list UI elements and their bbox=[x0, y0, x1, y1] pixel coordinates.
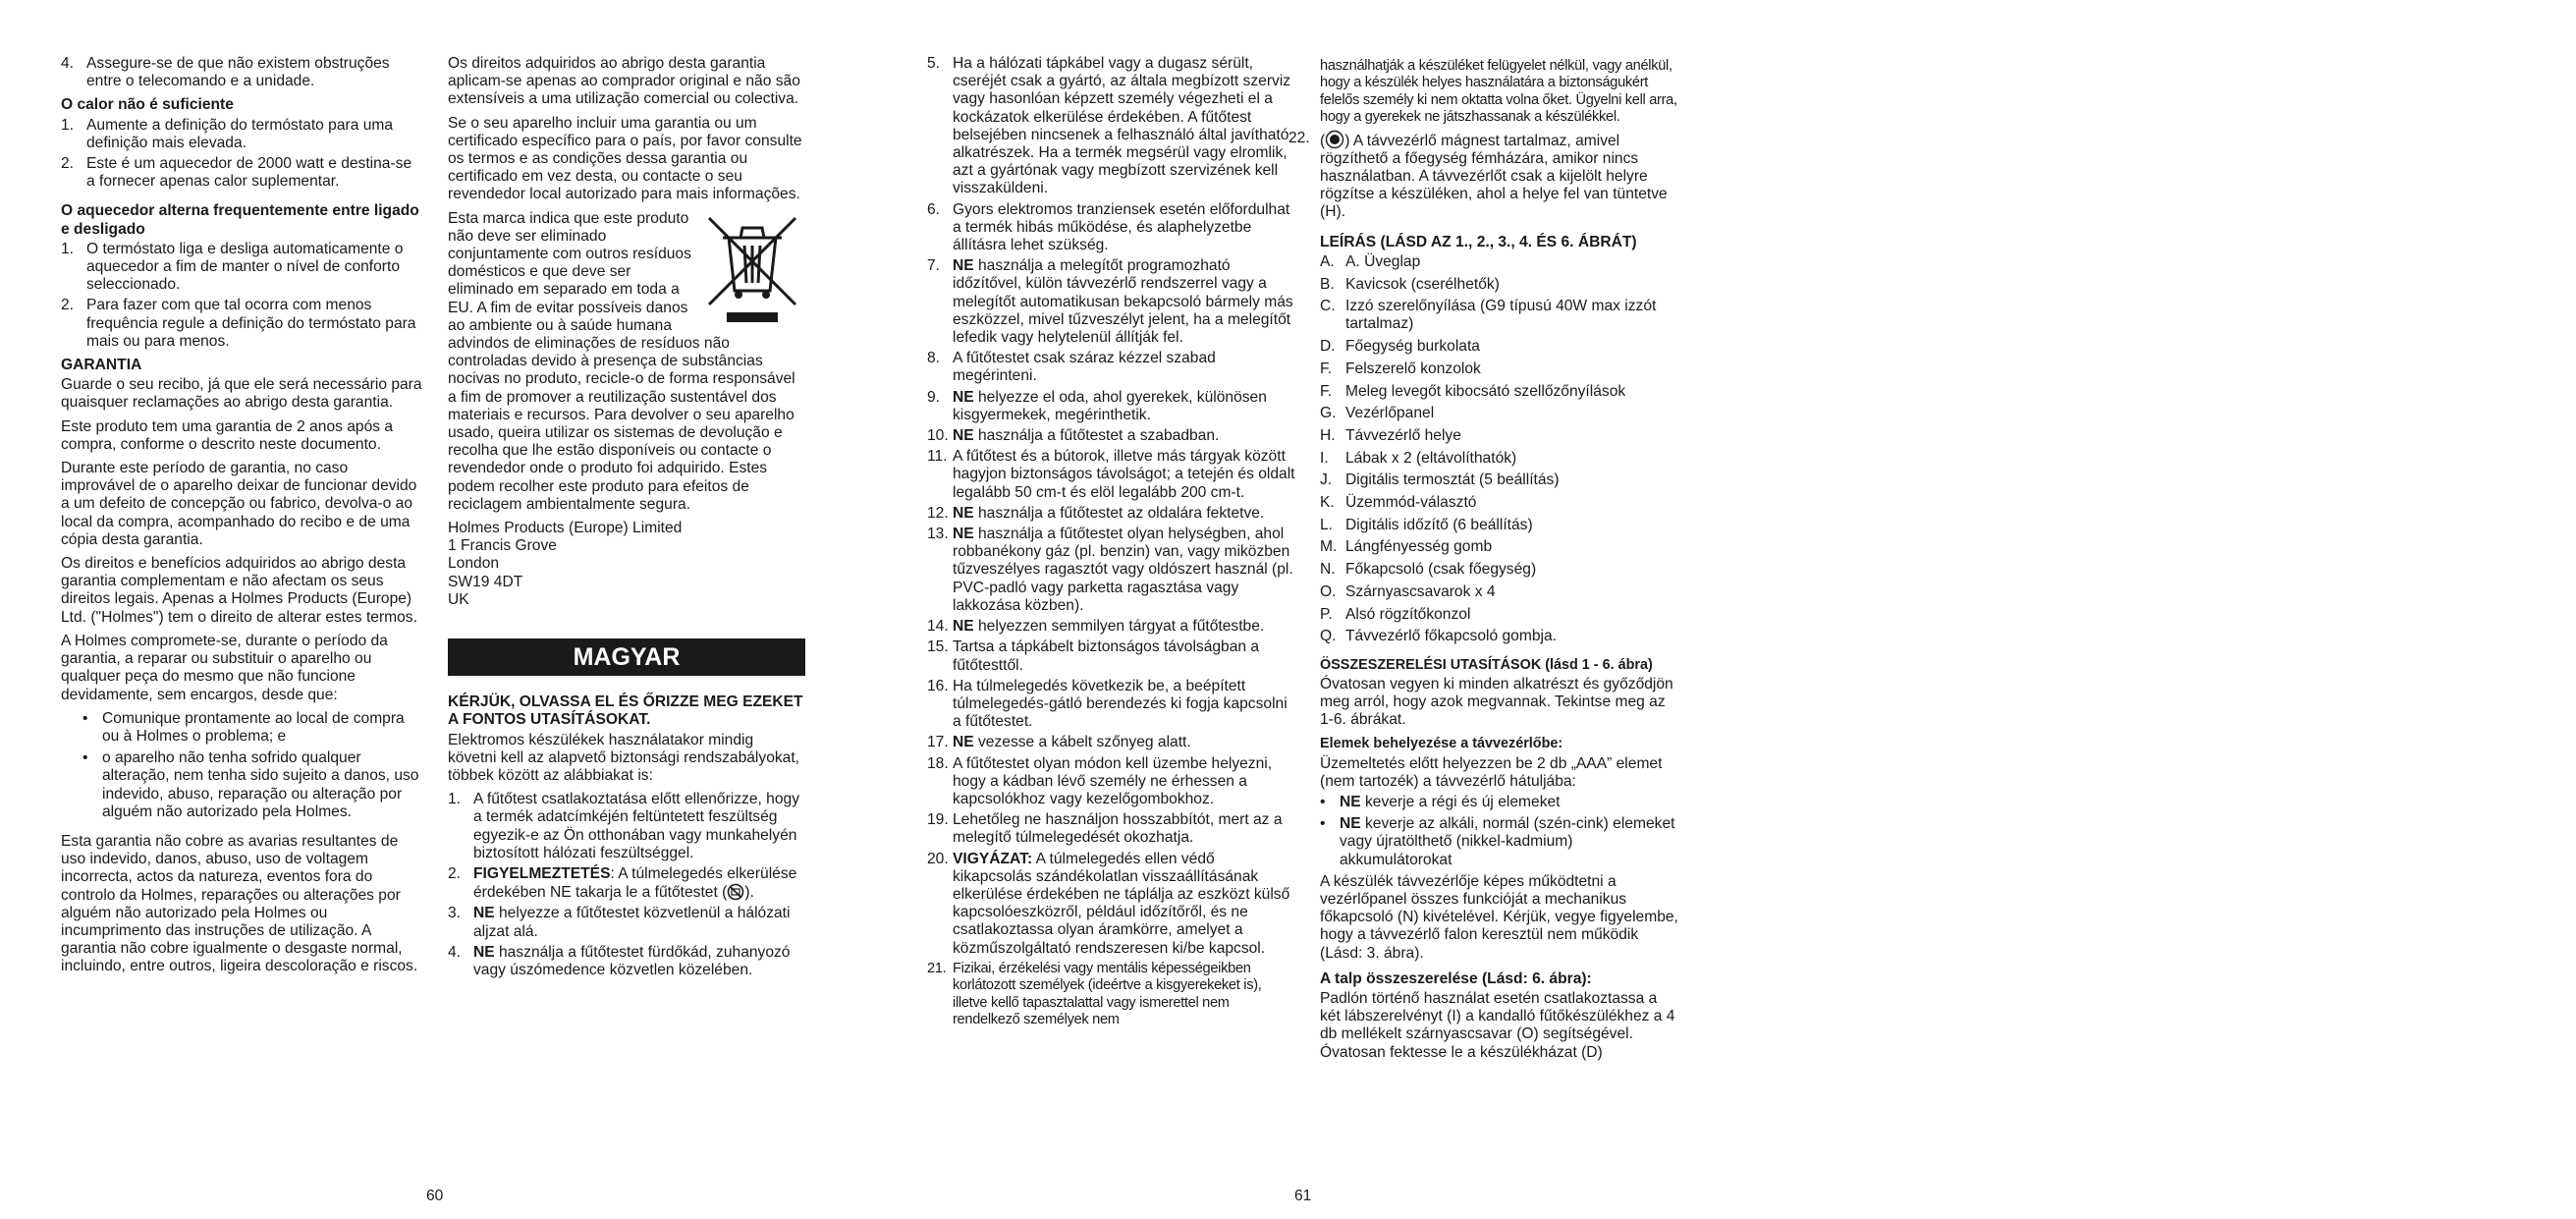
address-line: 1 Francis Grove bbox=[448, 537, 557, 555]
address-line: London bbox=[448, 555, 500, 573]
pt-column-1 bbox=[61, 55, 422, 982]
paragraph: Guarde o seu recibo, já que ele será necessário para quaisquer reclamações ao abrigo desta garantia. bbox=[61, 376, 422, 412]
part-item: N. Főkapcsoló (csak főegység) bbox=[1320, 561, 1537, 579]
list-item: 20. VIGYÁZAT: A túlmelegedés ellen védő kikapcsolás szándékolatlan visszaállításának elkerülése érdekében ne táplálja az eszközt külső kapcsolóeszközről, például időzítőről, és ne csatlakoztassa olyan áramkörre, amelyet a közműszolgáltató rendszeresen ki/be kapcsol. bbox=[927, 850, 1290, 957]
heading-elemek: Elemek behelyezése a távvezérlőbe: bbox=[1320, 736, 1563, 752]
list-item: 3. NE helyezze a fűtőtestet közvetlenül a hálózati aljzat alá. bbox=[448, 905, 791, 940]
list-item: 2. FIGYELMEZTETÉS: A túlmelegedés elkerülése érdekében NE takarja le a fűtőtestet ( ). bbox=[448, 864, 797, 902]
list-item: 6. Gyors elektromos tranziensek esetén előfordulhat a termék hibás működése, és alaphelyzetbe állításra lehet szükség. bbox=[927, 200, 1290, 254]
list-item: 12. NE használja a fűtőtestet az oldalára fektetve. bbox=[927, 504, 1265, 522]
item-21-continuation: használhatják a készüléket felügyelet nélkül, vagy anélkül, hogy a készülék helyes használatára a biztonságukért felelős személy ki nem oktatta volna őket. Ügyelni kell arra, hogy a gyerekek ne játszhassanak a készülékkel. bbox=[1320, 58, 1677, 126]
list-item: 4. NE használja a fűtőtestet fürdőkád, zuhanyozó vagy úszómedence közvetlen közelében. bbox=[448, 943, 791, 978]
part-item: H. Távvezérlő helye bbox=[1320, 426, 1461, 444]
part-item: F. Meleg levegőt kibocsátó szellőzőnyílások bbox=[1320, 382, 1626, 400]
part-item: D. Főegység burkolata bbox=[1320, 338, 1480, 356]
part-item: J. Digitális termosztát (5 beállítás) bbox=[1320, 471, 1560, 489]
list-item: 14. NE helyezzen semmilyen tárgyat a fűtőtestbe. bbox=[927, 618, 1265, 636]
language-banner: MAGYAR bbox=[448, 638, 805, 676]
heading-talp: A talp összeszerelése (Lásd: 6. ábra): bbox=[1320, 970, 1592, 987]
bullet-item: • o aparelho não tenha sofrido qualquer alteração, nem tenha sido sujeito a danos, uso indevido, abuso, reparação ou alteração por alguém não autorizado pela Holmes. bbox=[82, 749, 419, 820]
paragraph: Durante este período de garantia, no caso improvável de o aparelho deixar de funcionar devido a um defeito de concepção ou fabrico, devolva-o ao local da compra, acompanhado do recibo e de uma cópia desta garantia. bbox=[61, 460, 417, 548]
heading-osszeszereles: ÖSSZESZERELÉSI UTASÍTÁSOK (lásd 1 - 6. ábra) bbox=[1320, 656, 1653, 673]
list-item: 1. Aumente a definição do termóstato para uma definição mais elevada. bbox=[61, 116, 394, 151]
list-item: 13. NE használja a fűtőtestet olyan helységben, ahol robbanékony gáz (pl. benzin) van, vagy miközben tűzveszélyes ragasztót vagy oldószert használ (pl. PVC-padló vagy parketta ragasztása vagy lakkozása közben). bbox=[927, 526, 1293, 614]
address-block bbox=[448, 520, 805, 609]
part-item: C. Izzó szerelőnyílása (G9 típusú 40W max izzót tartalmaz) bbox=[1320, 298, 1657, 333]
heading-leiras: LEÍRÁS (LÁSD AZ 1., 2., 3., 4. ÉS 6. ÁBRÁT) bbox=[1320, 233, 1637, 250]
part-item: O. Szárnyascsavarok x 4 bbox=[1320, 582, 1496, 600]
list-item: 2. Este é um aquecedor de 2000 watt e destina-se a fornecer apenas calor suplementar. bbox=[61, 155, 412, 191]
part-item: K. Üzemmód-választó bbox=[1320, 494, 1477, 512]
part-item: I. Lábak x 2 (eltávolíthatók) bbox=[1320, 449, 1517, 467]
list-item: 10. NE használja a fűtőtestet a szabadban. bbox=[927, 427, 1220, 445]
page-number-right: 61 bbox=[1294, 1188, 1312, 1204]
paragraph: Este produto tem uma garantia de 2 anos após a compra, conforme o descrito neste documento. bbox=[61, 417, 394, 453]
address-line: UK bbox=[448, 590, 469, 608]
bullet-item: • Comunique prontamente ao local de compra ou à Holmes o problema; e bbox=[82, 709, 405, 745]
part-item: M. Lángfényesség gomb bbox=[1320, 538, 1493, 556]
list-item: 16. Ha túlmelegedés következik be, a beépített túlmelegedés-gátló berendezés ki fogja kapcsolni a fűtőtestet. bbox=[927, 677, 1288, 731]
list-item: 5. Ha a hálózati tápkábel vagy a dugasz sérült, cseréjét csak a gyártó, az általa megbízott szerviz vagy hasonlóan képzett személy végezheti el a kockázatok elkerülése érdekében. A fűtőtest belsejében nincsenek a felhasználó által javítható alkatrészek. Ha a termék megsérül vagy elromlik, azt a gyártónak vagy megbízott szervizének kell visszaküldeni. bbox=[927, 55, 1291, 197]
weee-paragraph: Esta marca indica que este produto não deve ser eliminado conjuntamente com outros resíduos domésticos e que deve ser eliminado em separado em toda a EU. A fim de evitar possíveis danos ao ambiente ou à saúde humana advindos de eliminações de resíduos não controladas devido à presença de substâncias nocivas no produto, recicle-o de forma responsável a fim de promover a reutilização sustentável dos materiais e recursos. Para devolver o seu aparelho usado, queira utilizar os sistemas de devolução e recolha que lhe estão disponíveis ou contacte o revendedor onde o produto foi adquirido. Estes podem recolher este produto para efeitos de reciclagem ambientalmente segura. bbox=[448, 210, 805, 514]
list-item: 21. Fizikai, érzékelési vagy mentális képességeikben korlátozott személyek (ideértve a kisgyerekeket is), illetve kellő tapasztalattal vagy ismerettel nem rendelkező személyek nem bbox=[927, 960, 1262, 1027]
do-not-cover-icon bbox=[727, 883, 744, 901]
list-item: 9. NE helyezze el oda, ahol gyerekek, különösen kisgyermekek, megérinthetik. bbox=[927, 388, 1267, 423]
list-item: 7. NE használja a melegítőt programozható időzítővel, külön távvezérlő rendszerrel vagy a melegítőt automatikusan bekapcsoló bármely más eszközzel, mivel tűzveszélyt jelent, ha a melegítőt lefedik vagy helytelenül állítják fel. bbox=[927, 257, 1293, 347]
list-item: 8. A fűtőtestet csak száraz kézzel szabad megérinteni. bbox=[927, 350, 1216, 385]
paragraph: Óvatosan vegyen ki minden alkatrészt és győződjön meg arról, hogy azok megvannak. Tekintse meg az 1-6. ábrákat. bbox=[1320, 675, 1673, 729]
part-item: A. A. Üveglap bbox=[1320, 252, 1421, 270]
hu-column-4 bbox=[1288, 55, 1679, 1068]
magnet-icon bbox=[1325, 130, 1344, 149]
part-item: B. Kavicsok (cserélhetők) bbox=[1320, 275, 1500, 293]
list-item: 11. A fűtőtest és a bútorok, illetve más tárgyak között hagyjon biztonságos távolságot; a tetején és oldalt legalább 50 cm-t és elöl legalább 200 cm-t. bbox=[927, 448, 1295, 501]
paragraph: Elektromos készülékek használatakor mindig követni kell az alapvető biztonsági rendszabályokat, többek között az alábbiakat is: bbox=[448, 731, 800, 784]
list-item: 2. Para fazer com que tal ocorra com menos frequência regule a definição do termóstato para mais ou para menos. bbox=[61, 297, 416, 350]
part-item: F. Felszerelő konzolok bbox=[1320, 360, 1481, 377]
list-item: 1. O termóstato liga e desliga automaticamente o aquecedor a fim de manter o nível de conforto seleccionado. bbox=[61, 240, 404, 294]
address-line: Holmes Products (Europe) Limited bbox=[448, 520, 683, 537]
list-item: 19. Lehetőleg ne használjon hosszabbítót, mert az a melegítő túlmelegedését okozhatja. bbox=[927, 811, 1283, 847]
list-item: 1. A fűtőtest csatlakoztatása előtt ellenőrizze, hogy a termék adatcímkéjén feltüntetett feszültség egyezik-e az Ön otthonában vagy munkahelyén biztosított hálózati feszültséggel. bbox=[448, 791, 799, 861]
hu-column-3 bbox=[927, 55, 1296, 1031]
part-item: G. Vezérlőpanel bbox=[1320, 405, 1435, 422]
part-item: P. Alsó rögzítőkonzol bbox=[1320, 605, 1471, 623]
bullet-item: • NE keverje a régi és új elemeket bbox=[1320, 793, 1561, 810]
bullet-item: • NE keverje az alkáli, normál (szén-cink) elemeket vagy újratölthető (nikkel-kadmium) akkumulátorokat bbox=[1320, 815, 1675, 868]
heading-calor: O calor não é suficiente bbox=[61, 96, 234, 114]
paragraph: Padlón történő használat esetén csatlakoztassa a két lábszerelvényt (I) a kandalló fűtőkészülékhez a 4 db mellékelt szárnyascsavar (O) segítségével. Óvatosan fektesse le a készülékházat (D) bbox=[1320, 989, 1675, 1061]
paragraph: Esta garantia não cobre as avarias resultantes de uso indevido, danos, abuso, uso de voltagem incorrecta, actos da natureza, eventos fora do controlo da Holmes, reparações ou alterações por alguém não autorizado pela Holmes ou incumprimento das instruções de utilização. A garantia não cobre igualmente o desgaste normal, incluindo, entre outros, ligeira descoloração e riscos. bbox=[61, 832, 418, 975]
heading-intro: KÉRJÜK, OLVASSA EL ÉS ŐRIZZE MEG EZEKET A FONTOS UTASÍTÁSOKAT. bbox=[448, 693, 803, 729]
part-item: L. Digitális időzítő (6 beállítás) bbox=[1320, 516, 1533, 533]
pt-column-2 bbox=[448, 55, 805, 982]
parts-list bbox=[1320, 253, 1679, 646]
paragraph: Üzemeltetés előtt helyezzen be 2 db „AAA” elemet (nem tartozék) a távvezérlő hátuljába: bbox=[1320, 754, 1663, 790]
list-item: 18. A fűtőtestet olyan módon kell üzembe helyezni, hogy a kádban lévő személy ne érhessen a kapcsolókhoz vagy kezelőgombokhoz. bbox=[927, 754, 1273, 807]
paragraph: Se o seu aparelho incluir uma garantia ou um certificado específico para o país, por favor consulte os termos e as condições dessa garantia ou certificado em vez desta, ou contacte o seu revendedor local autorizado para mais informações. bbox=[448, 114, 802, 203]
weee-crossed-bin-icon bbox=[699, 210, 805, 326]
page-number-left: 60 bbox=[426, 1188, 444, 1204]
paragraph: A Holmes compromete-se, durante o período da garantia, a reparar ou substituir o aparelho ou qualquer peça do mesmo que não funcione devidamente, sem encargos, desde que: bbox=[61, 632, 388, 703]
paragraph: Os direitos e benefícios adquiridos ao abrigo desta garantia complementam e não afectam os seus direitos legais. Apenas a Holmes Products (Europe) Ltd. ("Holmes") tem o direito de alterar estes termos. bbox=[61, 555, 417, 626]
paragraph: A készülék távvezérlője képes működtetni a vezérlőpanel összes funkcióját a mechanikus főkapcsoló (N) kivételével. Kérjük, vegye figyelembe, hogy a távvezérlő falon keresztül nem működik (Lásd: 3. ábra). bbox=[1320, 872, 1678, 962]
paragraph: Os direitos adquiridos ao abrigo desta garantia aplicam-se apenas ao comprador original e não são extensíveis a uma utilização comercial ou colectiva. bbox=[448, 55, 800, 108]
part-item: Q. Távvezérlő főkapcsoló gombja. bbox=[1320, 628, 1557, 645]
heading-alterna: O aquecedor alterna frequentemente entre ligado e desligado bbox=[61, 202, 419, 238]
list-item: 4. Assegure-se de que não existem obstruções entre o telecomando e a unidade. bbox=[61, 55, 390, 90]
list-item: 22. ( ) A távvezérlő mágnest tartalmaz, amivel rögzíthető a főegység fémházára, amikor nincs használatban. A távvezérlőt csak a kijelölt helyre rögzítse a készüléken, ahol a helye fel van tüntetve (H). bbox=[1288, 129, 1668, 221]
heading-garantia: GARANTIA bbox=[61, 357, 142, 374]
address-line: SW19 4DT bbox=[448, 573, 523, 590]
list-item: 17. NE vezesse a kábelt szőnyeg alatt. bbox=[927, 734, 1191, 751]
list-item: 15. Tartsa a tápkábelt biztonságos távolságban a fűtőtesttől. bbox=[927, 638, 1260, 674]
